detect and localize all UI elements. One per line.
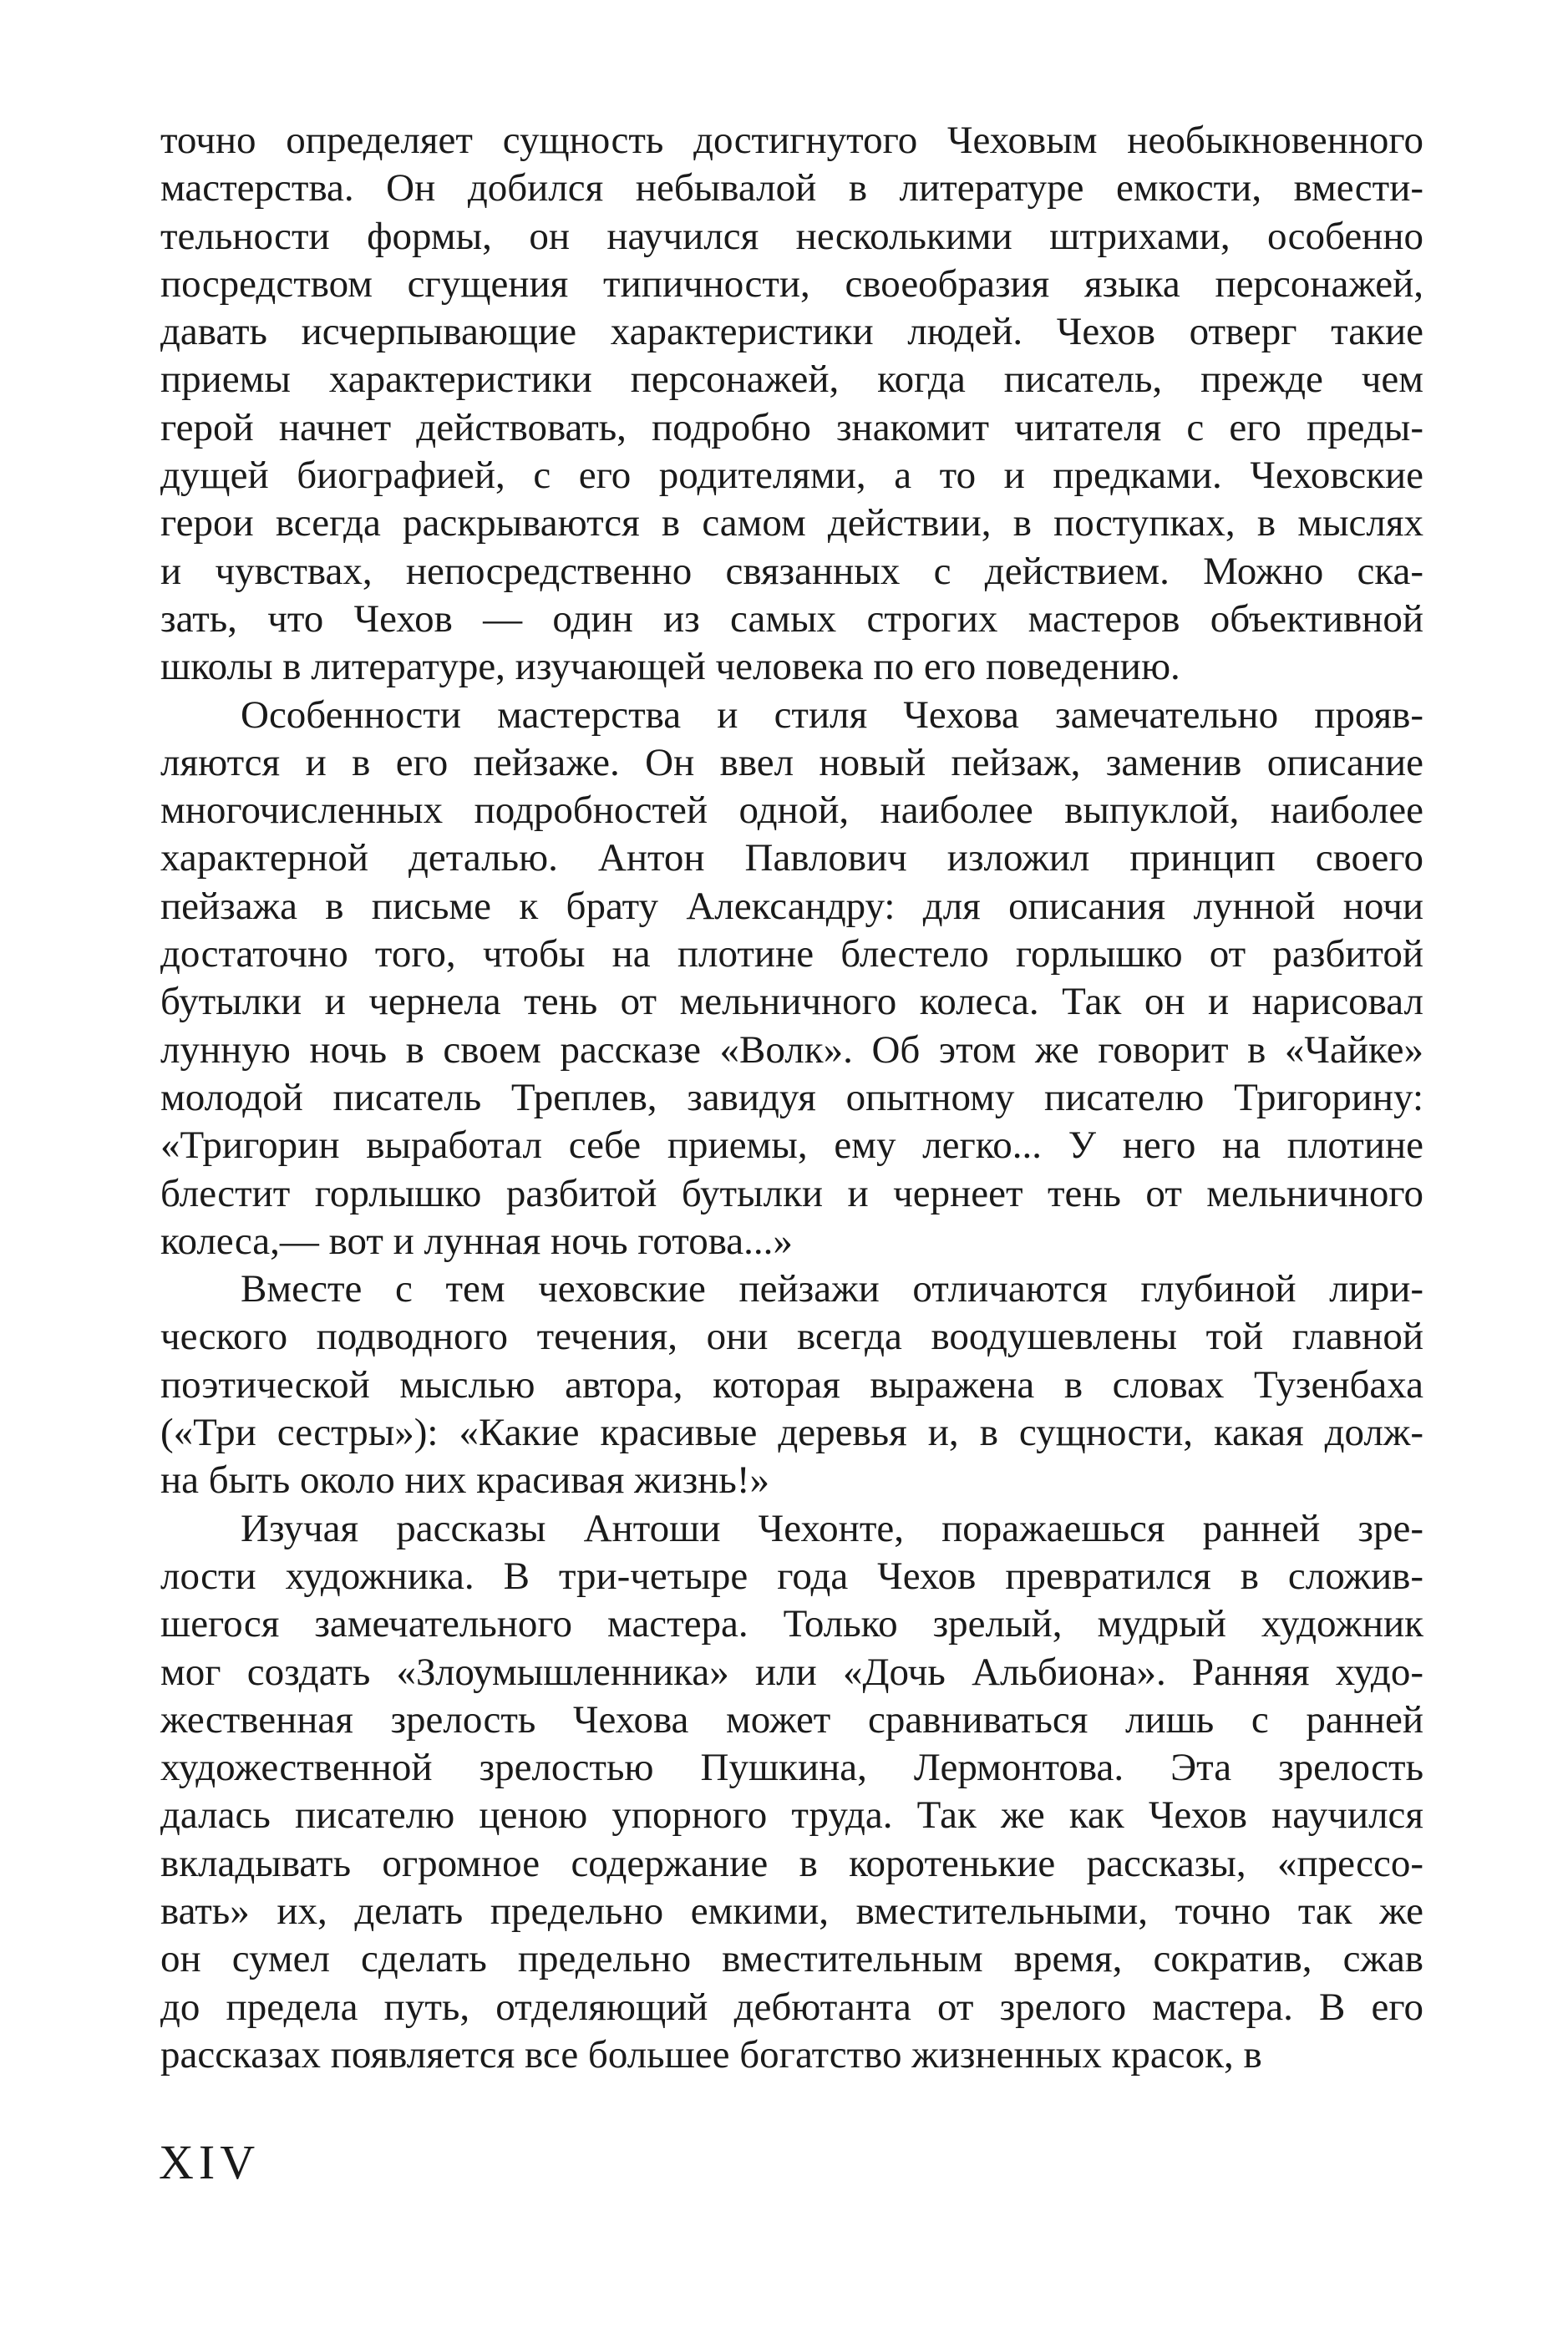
text-line: («Три сестры»): «Какие красивые деревья и, в сущности, какая долж- (160, 1411, 1423, 1455)
text-line: герои всегда раскрываются в самом действии, в поступках, в мыслях (160, 501, 1423, 545)
text-line: школы в литературе, изучающей человека по его поведению. (160, 645, 1180, 689)
text-line: давать исчерпывающие характеристики людей. Чехов отверг такие (160, 310, 1423, 354)
text-line: мог создать «Злоумышленника» или «Дочь Альбиона». Ранняя худо- (160, 1650, 1423, 1694)
text-line: колеса,— вот и лунная ночь готова...» (160, 1219, 793, 1263)
text-line: пейзажа в письме к брату Александру: для описания лунной ночи (160, 884, 1423, 928)
body-text (160, 117, 1423, 2079)
text-line: ческого подводного течения, они всегда воодушевлены той главной (160, 1315, 1423, 1359)
text-line: жественная зрелость Чехова может сравниваться лишь с ранней (160, 1697, 1423, 1742)
paragraph (160, 1505, 1423, 2080)
text-line: приемы характеристики персонажей, когда писатель, прежде чем (160, 358, 1423, 402)
text-line: вать» их, делать предельно емкими, вместительными, точно так же (160, 1889, 1423, 1933)
text-line: лунную ночь в своем рассказе «Волк». Об этом же говорит в «Чайке» (160, 1027, 1423, 1072)
text-line: блестит горлышко разбитой бутылки и чернеет тень от мельничного (160, 1171, 1423, 1215)
text-line: художественной зрелостью Пушкина, Лермонтова. Эта зрелость (160, 1746, 1423, 1790)
text-line: многочисленных подробностей одной, наиболее выпуклой, наиболее (160, 789, 1423, 833)
text-line: характерной деталью. Антон Павлович изложил принцип своего (160, 836, 1423, 880)
paragraph (160, 117, 1423, 692)
text-line: лости художника. В три-четыре года Чехов превратился в сложив- (160, 1554, 1423, 1598)
text-line: мастерства. Он добился небывалой в литературе емкости, вмести- (160, 166, 1423, 210)
text-line: зать, что Чехов — один из самых строгих мастеров объективной (160, 596, 1423, 641)
text-line: молодой писатель Треплев, завидуя опытному писателю Тригорину: (160, 1075, 1423, 1119)
text-line: тельности формы, он научился несколькими штрихами, особенно (160, 214, 1423, 258)
text-line: поэтической мыслью автора, которая выражена в словах Тузенбаха (160, 1362, 1423, 1407)
text-line: далась писателю ценою упорного труда. Так же как Чехов научился (160, 1793, 1423, 1838)
text-line: «Тригорин выработал себе приемы, ему легко... У него на плотине (160, 1123, 1423, 1168)
text-line: достаточно того, чтобы на плотине блестело горлышко от разбитой (160, 932, 1423, 976)
paragraph (160, 1265, 1423, 1504)
text-line: Особенности мастерства и стиля Чехова замечательно прояв- (241, 692, 1423, 737)
text-line: точно определяет сущность достигнутого Чеховым необыкновенного (160, 119, 1423, 162)
text-line: до предела путь, отделяющий дебютанта от зрелого мастера. В его (160, 1985, 1423, 2029)
text-line: он сумел сделать предельно вместительным время, сократив, сжав (160, 1937, 1423, 1981)
text-line: посредством сгущения типичности, своеобразия языка персонажей, (160, 261, 1423, 306)
text-line: Изучая рассказы Антоши Чехонте, поражаешься ранней зре- (241, 1506, 1423, 1550)
text-line: бутылки и чернела тень от мельничного колеса. Так он и нарисовал (160, 980, 1423, 1024)
page-number: XIV (159, 2135, 261, 2189)
paragraph (160, 692, 1423, 1266)
text-line: вкладывать огромное содержание в коротенькие рассказы, «прессо- (160, 1841, 1423, 1885)
text-line: шегося замечательного мастера. Только зрелый, мудрый художник (160, 1602, 1423, 1646)
text-line: и чувствах, непосредственно связанных с действием. Можно ска- (160, 549, 1423, 593)
text-line: ляются и в его пейзаже. Он ввел новый пейзаж, заменив описание (160, 740, 1423, 784)
text-line: герой начнет действовать, подробно знакомит читателя с его преды- (160, 405, 1423, 449)
text-line: Вместе с тем чеховские пейзажи отличаются глубиной лири- (241, 1267, 1423, 1311)
text-line: рассказах появляется все большее богатство жизненных красок, в (160, 2032, 1262, 2077)
text-line: на быть около них красивая жизнь!» (160, 1458, 770, 1503)
text-line: дущей биографией, с его родителями, а то и предками. Чеховские (160, 454, 1423, 498)
